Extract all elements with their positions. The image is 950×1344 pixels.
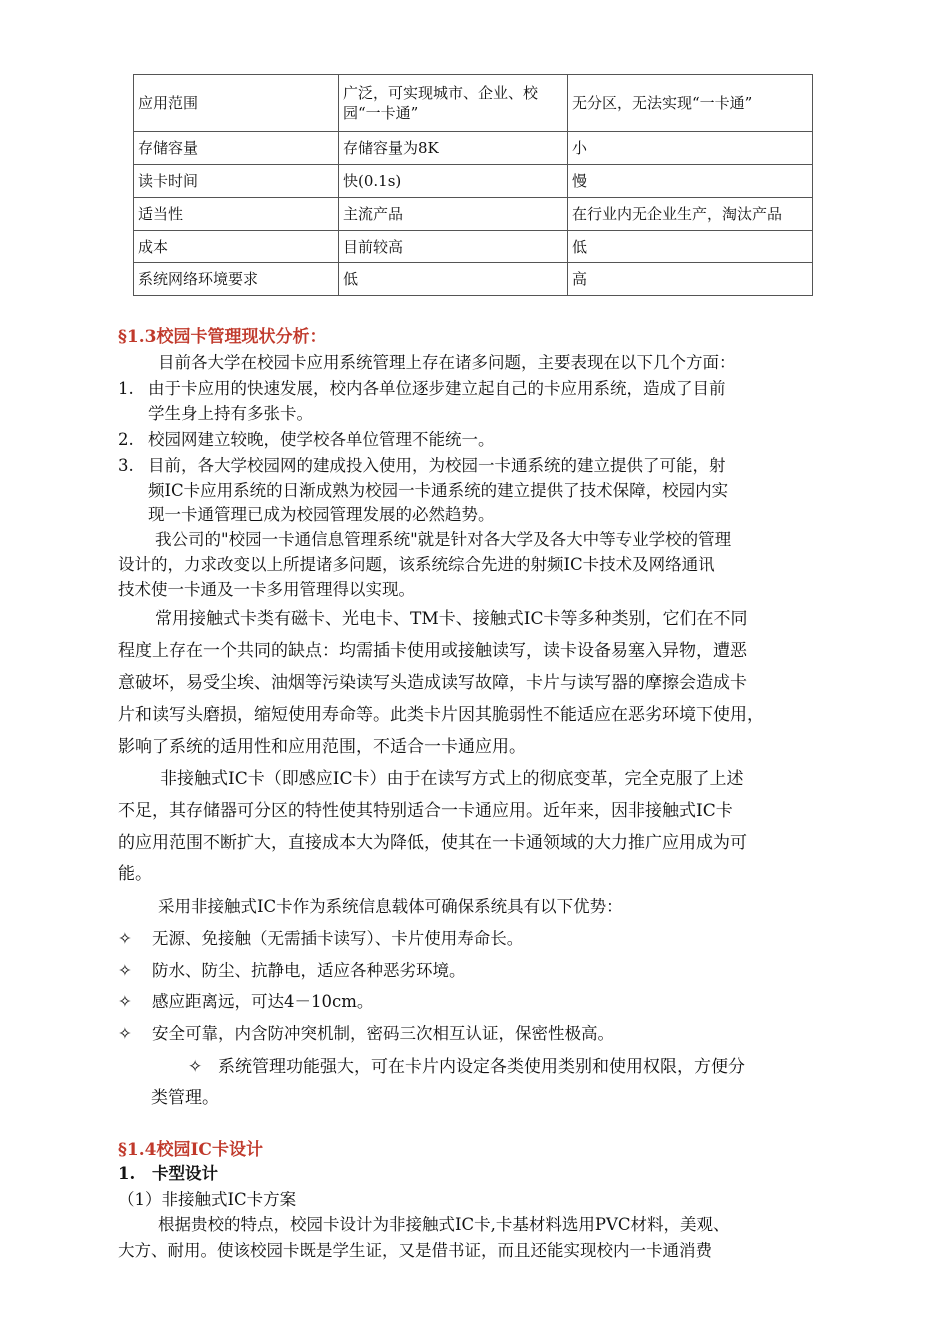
table-cell: 适当性 xyxy=(134,198,339,231)
list-number: 1. xyxy=(118,379,134,398)
bullet-text-cont: 类管理。 xyxy=(151,1088,219,1108)
sub-heading-number: 1. xyxy=(118,1164,136,1183)
diamond-bullet-icon: ✧ xyxy=(118,992,132,1011)
list-text: 校园网建立较晚，使学校各单位管理不能统一。 xyxy=(148,430,495,449)
paragraph-line: 片和读写头磨损，缩短使用寿命等。此类卡片因其脆弱性不能适应在恶劣环境下使用， xyxy=(118,705,764,725)
paragraph-line: 的应用范围不断扩大，直接成本大为降低，使其在一卡通领域的大力推广应用成为可 xyxy=(118,833,747,853)
list-item xyxy=(118,452,726,476)
bullet-text: 安全可靠，内含防冲突机制，密码三次相互认证，保密性极高。 xyxy=(152,1024,614,1043)
table-cell: 存储容量为8K xyxy=(339,132,568,165)
paragraph-line: 技术使一卡通及一卡多用管理得以实现。 xyxy=(118,580,415,599)
list-number: 2. xyxy=(118,430,134,449)
bullet-text: 防水、防尘、抗静电，适应各种恶劣环境。 xyxy=(152,961,466,980)
sub-heading xyxy=(118,1160,218,1184)
diamond-bullet-icon: ✧ xyxy=(118,929,132,948)
list-item xyxy=(118,426,495,450)
paragraph-line: 大方、耐用。使该校园卡既是学生证，又是借书证，而且还能实现校内一卡通消费 xyxy=(118,1241,712,1260)
table-cell: 高 xyxy=(568,263,813,296)
paragraph-line: 根据贵校的特点，校园卡设计为非接触式IC卡,卡基材料选用PVC材料，美观、 xyxy=(158,1215,730,1234)
table-row xyxy=(134,132,813,165)
table-cell: 小 xyxy=(568,132,813,165)
paragraph-line: 能。 xyxy=(118,864,152,884)
bullet-text: 感应距离远，可达4－10cm。 xyxy=(152,992,374,1011)
list-text-cont: 现一卡通管理已成为校园管理发展的必然趋势。 xyxy=(148,505,495,524)
table-cell: 目前较高 xyxy=(339,231,568,263)
bullet-item xyxy=(118,925,523,949)
paragraph-advantages: 采用非接触式IC卡作为系统信息载体可确保系统具有以下优势： xyxy=(158,897,623,916)
section-heading: §1.4校园IC卡设计 xyxy=(118,1140,263,1160)
comparison-table xyxy=(133,74,813,296)
bullet-item xyxy=(118,1020,614,1044)
list-number: 3. xyxy=(118,456,134,475)
table-row xyxy=(134,231,813,263)
paragraph-line: 设计的，力求改变以上所提诸多问题，该系统综合先进的射频IC卡技术及网络通讯 xyxy=(118,555,715,574)
list-text-cont: 学生身上持有多张卡。 xyxy=(148,404,313,423)
table-row xyxy=(134,263,813,296)
paragraph-line: 我公司的"校园一卡通信息管理系统"就是针对各大学及各大中等专业学校的管理 xyxy=(155,530,732,549)
table-cell: 在行业内无企业生产，淘汰产品 xyxy=(568,198,813,231)
diamond-bullet-icon: ✧ xyxy=(188,1057,203,1077)
diamond-bullet-icon: ✧ xyxy=(118,961,132,980)
table-cell: 主流产品 xyxy=(339,198,568,231)
table-cell: 读卡时间 xyxy=(134,165,339,198)
table-cell: 存储容量 xyxy=(134,132,339,165)
table-row xyxy=(134,165,813,198)
paragraph-line: 影响了系统的适用性和应用范围，不适合一卡通应用。 xyxy=(118,737,526,757)
paragraph-line: 非接触式IC卡（即感应IC卡）由于在读写方式上的彻底变革，完全克服了上述 xyxy=(160,769,744,789)
subsub-heading: （1）非接触式IC卡方案 xyxy=(118,1190,297,1209)
list-text: 由于卡应用的快速发展，校内各单位逐步建立起自己的卡应用系统，造成了目前 xyxy=(148,379,726,398)
paragraph-line: 常用接触式卡类有磁卡、光电卡、TM卡、接触式IC卡等多种类别，它们在不同 xyxy=(155,609,748,629)
table-cell: 低 xyxy=(568,231,813,263)
table-row xyxy=(134,75,813,132)
paragraph-intro: 目前各大学在校园卡应用系统管理上存在诸多问题，主要表现在以下几个方面： xyxy=(158,353,736,372)
section-heading: §1.3校园卡管理现状分析： xyxy=(118,327,327,347)
table-cell: 系统网络环境要求 xyxy=(134,263,339,296)
bullet-text: 系统管理功能强大，可在卡片内设定各类使用类别和使用权限，方便分 xyxy=(218,1057,745,1077)
sub-heading-title: 卡型设计 xyxy=(152,1164,218,1183)
table-cell: 慢 xyxy=(568,165,813,198)
list-item xyxy=(118,375,726,399)
bullet-item xyxy=(118,988,373,1012)
bullet-text: 无源、免接触（无需插卡读写）、卡片使用寿命长。 xyxy=(152,929,524,948)
table-cell xyxy=(339,75,568,132)
list-text-cont: 频IC卡应用系统的日渐成熟为校园一卡通系统的建立提供了技术保障，校园内实 xyxy=(148,481,729,500)
cell-line: 广泛，可实现城市、企业、校 xyxy=(343,84,539,102)
paragraph-line: 程度上存在一个共同的缺点：均需插卡使用或接触读写，读卡设备易塞入异物，遭恶 xyxy=(118,641,747,661)
cell-line: 园“一卡通” xyxy=(343,104,419,122)
table-cell: 应用范围 xyxy=(134,75,339,132)
paragraph-line: 不足，其存储器可分区的特性使其特别适合一卡通应用。近年来，因非接触式IC卡 xyxy=(118,801,733,821)
list-text: 目前，各大学校园网的建成投入使用，为校园一卡通系统的建立提供了可能，射 xyxy=(148,456,726,475)
bullet-item xyxy=(188,1052,745,1077)
paragraph-line: 意破坏，易受尘埃、油烟等污染读写头造成读写故障，卡片与读写器的摩擦会造成卡 xyxy=(118,673,747,693)
table-cell: 无分区，无法实现“一卡通” xyxy=(568,75,813,132)
diamond-bullet-icon: ✧ xyxy=(118,1024,132,1043)
bullet-item xyxy=(118,957,466,981)
table-cell: 低 xyxy=(339,263,568,296)
table-cell: 快(0.1s) xyxy=(339,165,568,198)
table-cell: 成本 xyxy=(134,231,339,263)
table-row xyxy=(134,198,813,231)
